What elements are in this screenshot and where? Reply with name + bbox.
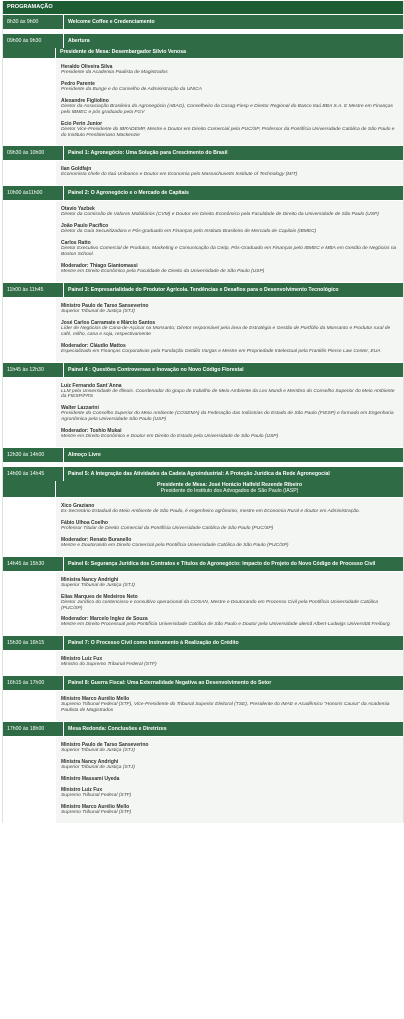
slot-time: 14h00 às 14h45 <box>3 467 64 481</box>
speaker-list <box>56 651 403 675</box>
slot-body <box>3 297 403 362</box>
speaker-role: Diretor da Gaia Securitizadora e Pós-graduado em Finanças pelo Instituto Brasileiro de Mercado de Capitais (IBMEC) <box>61 229 317 235</box>
slot-header <box>3 282 403 297</box>
speaker <box>61 520 399 532</box>
slot-header <box>3 33 403 48</box>
slot-header <box>3 185 403 200</box>
speaker-role: Presidente do Conselho Superior do Meio Ambiente (COSEMA) da Federação das Indústrias do Estado de São Paulo (FIESP) e formado em Engenharia Agronômica pela Universidade São Paulo (USP) <box>61 411 394 423</box>
speaker <box>61 405 399 423</box>
schedule-slot <box>3 556 403 636</box>
slot-time: 09h00 às 9h30 <box>3 34 64 48</box>
speaker <box>61 656 399 668</box>
speaker-role: Supremo Tribunal Federal (STF) <box>61 792 132 798</box>
speaker-list <box>56 59 403 145</box>
speaker <box>61 804 399 816</box>
slot-time: 16h15 às 17h00 <box>3 676 64 690</box>
schedule-slot <box>3 466 403 556</box>
speaker-name: Elias Marques de Medeiros Neto <box>61 593 138 600</box>
speaker <box>61 303 399 315</box>
slot-header <box>3 447 403 462</box>
program-table <box>2 1 404 823</box>
slot-time-blank <box>3 48 56 58</box>
slot-header <box>3 466 403 481</box>
speaker <box>61 577 399 589</box>
slot-time: 11h45 às 12h30 <box>3 363 64 377</box>
speaker-name: Moderador: Toshio Mukai <box>61 428 122 435</box>
program-header: PROGRAMAÇÃO <box>3 1 403 14</box>
slot-body <box>3 650 403 675</box>
slot-title: Painel 3: Empresarialidade do Produtor Agrícola. Tendências e Desafios para o Desenvolvimento Tecnológico <box>68 286 339 293</box>
speaker-name: Ministro Paulo de Tarso Sanseverino <box>61 302 149 309</box>
speaker <box>61 383 399 401</box>
speaker-role: Professor Titular de Direito Comercial da Pontifícia Universidade Católica de São Paulo (PUC/SP) <box>61 525 274 531</box>
speaker <box>61 742 399 754</box>
slot-chair <box>3 481 403 497</box>
slot-title: Painel 4 : Questões Controversas e Inovação no Novo Código Florestal <box>68 366 244 373</box>
speaker-list <box>56 498 403 556</box>
slot-title: Painel 7: O Processo Civil como Instrumento à Realização do Crédito <box>68 640 239 647</box>
schedule-slot <box>3 282 403 362</box>
slot-header <box>3 362 403 377</box>
speaker-name: Xico Graziano <box>61 503 95 510</box>
schedule-slot <box>3 447 403 466</box>
speaker <box>61 503 399 515</box>
speaker-role: Presidente da Academia Paulista de Magistrados <box>61 70 168 75</box>
speaker-role: Superior Tribunal de Justiça (STJ) <box>61 308 135 314</box>
speaker-role: Mestre em Direito Econômico e Doutor em Direito do Estado pela Universidade de São Paulo (USP) <box>61 434 279 440</box>
speaker-name: Ecio Perin Junior <box>61 120 103 127</box>
speaker-name: Ministro Luiz Fux <box>61 656 103 663</box>
speaker-name: Luiz Fernando Sant´Anna <box>61 382 122 389</box>
slot-time: 12h30 às 14h00 <box>3 448 64 462</box>
slot-body <box>3 571 403 636</box>
speaker <box>61 759 399 771</box>
speaker-list <box>56 737 403 823</box>
schedule-slot <box>3 635 403 675</box>
schedule-slot <box>3 14 403 33</box>
slot-time: 17h00 às 18h00 <box>3 722 64 736</box>
slot-time-blank <box>3 572 56 636</box>
slot-time-blank <box>3 201 56 282</box>
slots-container <box>3 14 403 823</box>
speaker <box>61 121 399 139</box>
speaker-name: Otavio Yazbek <box>61 206 95 213</box>
speaker-role: Líder de Negócios de Cana-de-Açúcar na Monsanto; Diretor responsável pela área de Estratégia e Gestão de Portfólio da Monsanto e Produtor rural de café, milho, cana e soja, respectivamente <box>61 325 391 337</box>
slot-time: 8h30 às 9h00 <box>3 15 64 29</box>
speaker-list <box>56 161 403 185</box>
schedule-slot <box>3 721 403 823</box>
speaker <box>61 263 399 275</box>
speaker <box>61 776 399 782</box>
slot-time-blank <box>3 59 56 145</box>
schedule-slot <box>3 675 403 721</box>
speaker-name: Ministro Luiz Fux <box>61 786 103 793</box>
chair-title <box>56 481 403 497</box>
speaker-role: LLM pela Universidade de Illinois. Coordenador do grupo de trabalho de Meio Ambiente da Lex Mundi e Membro do Conselho Superior do Meio Ambiente da FIESP/FRS <box>61 388 395 400</box>
speaker <box>61 206 399 218</box>
speaker-role: Diretor da Associação Brasileira do Agronegócio (ABAG), Conselheiro da Cosag-Fiesp e Diretor Regional do Banco Itaú BBA S.A. E Mestre em Finanças pelo IBMEC e pós graduado pela FGV <box>61 103 393 115</box>
speaker-name: Ministro Paulo de Tarso Sanseverino <box>61 742 149 749</box>
speaker-name: Moderador: Renato Buranello <box>61 536 132 543</box>
speaker-name: Alexandre Figliolino <box>61 97 109 104</box>
speaker <box>61 696 399 714</box>
speaker-role: Economista chefe do Itaú Unibanco e Doutor em Economia pelo Massachusetts Institute of Technology (MIT) <box>61 172 298 178</box>
schedule-slot <box>3 362 403 448</box>
speaker-role: Ministro do Supremo Tribunal Federal (STF) <box>61 662 157 668</box>
speaker-role: Presidente da Bunge e do Conselho de Administração da UNICA <box>61 86 202 92</box>
speaker <box>61 537 399 549</box>
speaker-role: Supremo Tribunal Federal (STF) <box>61 809 132 815</box>
speaker <box>61 594 399 612</box>
slot-time-blank <box>3 498 56 556</box>
speaker <box>61 240 399 258</box>
speaker <box>61 98 399 116</box>
speaker-name: Moderador: Cláudio Mattos <box>61 342 126 349</box>
speaker-name: Ministro Massami Uyeda <box>61 775 120 782</box>
speaker <box>61 343 399 355</box>
speaker-role: Mestre em Direito Econômico pela Faculdade de Direito da Universidade de São Paulo (USP) <box>61 268 265 274</box>
speaker-list <box>56 378 403 448</box>
schedule-slot <box>3 33 403 145</box>
slot-header <box>3 675 403 690</box>
chair-title <box>56 48 403 58</box>
speaker-role: Superior Tribunal de Justiça (STJ) <box>61 765 135 770</box>
speaker-role: Superior Tribunal de Justiça (STJ) <box>61 582 135 588</box>
schedule-slot <box>3 145 403 185</box>
slot-header <box>3 14 403 29</box>
slot-header <box>3 556 403 571</box>
speaker-role: Ex-Secretário Estadual do Meio Ambiente de São Paulo, é engenheiro agrônomo, mestre em Economia Rural e doutor em Administração. <box>61 509 360 515</box>
slot-time: 14h45 às 15h30 <box>3 557 64 571</box>
slot-title: Painel 6: Segurança Jurídica dos Contratos e Títulos do Agronegócio: Impacto do Projeto do Novo Código de Processo Civil <box>68 560 376 567</box>
speaker-role: Diretor Executivo Comercial de Produtos, Marketing e Comunicação da Cetip, Pós-Graduado em Finanças pelo IBMEC e MBA em Gestão de Negócios na Boston School. <box>61 246 397 258</box>
speaker-list <box>56 298 403 362</box>
speaker <box>61 223 399 235</box>
slot-body <box>3 690 403 721</box>
chair-name: Presidente de Mesa: José Horácio Halfeld Rezende Ribeiro <box>156 482 302 489</box>
speaker-name: José Carlos Carramate e Márcio Santos <box>61 319 156 326</box>
slot-body <box>3 736 403 823</box>
slot-time-blank <box>3 161 56 185</box>
speaker-name: Moderador: Thiago Giantomassi <box>61 262 138 269</box>
slot-title: Abertura <box>68 38 90 44</box>
slot-time: 10h00 às11h00 <box>3 186 64 200</box>
slot-time-blank <box>3 691 56 721</box>
speaker-name: Walter Lazzarini <box>61 405 99 412</box>
speaker-list <box>56 201 403 282</box>
speaker-name: Pedro Parente <box>61 80 95 87</box>
speaker-name: Fábio Ulhoa Coelho <box>61 519 108 526</box>
slot-header <box>3 635 403 650</box>
schedule-slot <box>3 185 403 282</box>
speaker-name: Ilan Goldfajn <box>61 166 92 173</box>
speaker-role: Mestre e Doutorando em Direito Comercial pela Pontifícia Universidade Católica de São Paulo (PUC/SP) <box>61 542 289 548</box>
speaker <box>61 428 399 440</box>
slot-time: 15h30 às 16h15 <box>3 636 64 650</box>
slot-time-blank <box>3 298 56 362</box>
slot-header <box>3 145 403 160</box>
slot-title: Mesa Redonda: Conclusões e Diretrizes <box>68 726 167 733</box>
speaker-list <box>56 691 403 721</box>
speaker-name: Carlos Ratto <box>61 240 91 247</box>
speaker <box>61 320 399 338</box>
slot-header <box>3 721 403 736</box>
slot-body <box>3 377 403 448</box>
speaker-name: Ministra Nancy Andrighi <box>61 759 119 765</box>
slot-time-blank <box>3 651 56 675</box>
speaker-name: João Paulo Pacífico <box>61 223 109 230</box>
speaker-role: Superior Tribunal de Justiça (STJ) <box>61 748 135 754</box>
speaker-role: Mestre em Direito Processual pela Pontifícia Universidade Católica de São Paulo e Doutor pela Universidade alemã Albert-Ludwigs Universität Freiburg <box>61 622 390 628</box>
speaker-list <box>56 572 403 636</box>
slot-body <box>3 200 403 282</box>
speaker-role: Diretor da Comissão de Valores Mobiliários (CVM) e Doutor em Direito Econômico pela Faculdade de Direito da Universidade de São Paulo (USP) <box>61 212 379 218</box>
speaker-role: Diretor Vice-Presidente do IBRADEMP, Mestre e Doutor em Direito Comercial pela PUC/SP, Professor da Pontifícia Universidade Católica de São Paulo e do Instituto Presbiteriano Mackenzie <box>61 126 395 138</box>
speaker-name: Heraldo Oliveira Silva <box>61 64 113 70</box>
slot-title: Welcome Coffee e Credenciamento <box>68 19 155 25</box>
speaker <box>61 64 399 76</box>
speaker-role: Supremo Tribunal Federal (STF), Vice-Presidente do Tribunal Superior Eleitoral (TSE), Presidente do IMAE e Acadêmico "Honoris Causa" da Academia Paulista de Magistrados <box>61 702 390 714</box>
slot-title: Painel 1: Agronegócio: Uma Solução para Crescimento do Brasil <box>68 150 228 157</box>
speaker <box>61 787 399 799</box>
speaker-role: Especializado em Finanças Corporativas pela Fundação Getúlio Vargas e Mestre em Propriedade Intelectual pela Franklin Pierce Law Center, EUA <box>61 348 381 354</box>
slot-body <box>3 160 403 185</box>
slot-title: Painel 8: Guerra Fiscal: Uma Externalidade Negativa ao Desenvolvimento do Setor <box>68 680 272 687</box>
speaker-role: Diretor Jurídico do contencioso e consultivo operacional da COSAN, Mestre e Doutorando em Processo Civil pela Pontifícia Universidade Católica (PUC/SP) <box>61 599 378 611</box>
slot-time: 11h00 às 11h45 <box>3 283 64 297</box>
slot-title: Almoço Livre <box>68 452 101 459</box>
chair-role: Presidente do Instituto dos Advogados de São Paulo (IASP) <box>160 488 299 495</box>
slot-time: 09h30 às 10h00 <box>3 146 64 160</box>
speaker <box>61 81 399 93</box>
slot-title: Painel 5: A Integração das Atividades da Cadeia Agroindustrial: A Proteção Jurídica da Rede Agronegocial <box>68 471 330 478</box>
speaker-name: Ministra Nancy Andrighi <box>61 576 119 583</box>
speaker <box>61 616 399 628</box>
speaker <box>61 166 399 178</box>
slot-body <box>3 58 403 145</box>
chair-name: Presidente de Mesa: Desembargador Silvio Venosa <box>60 49 186 55</box>
speaker-name: Ministro Marco Aurélio Mello <box>61 696 130 703</box>
speaker-name: Moderador: Marcelo Inglez de Souza <box>61 616 148 623</box>
speaker-name: Ministro Marco Aurélio Mello <box>61 803 130 810</box>
slot-title: Painel 2: O Agronegócio e o Mercado de Capitais <box>68 190 189 197</box>
slot-time-blank <box>3 737 56 823</box>
slot-chair <box>3 48 403 58</box>
slot-time-blank <box>3 378 56 448</box>
slot-body <box>3 497 403 556</box>
slot-time-blank <box>3 481 56 497</box>
